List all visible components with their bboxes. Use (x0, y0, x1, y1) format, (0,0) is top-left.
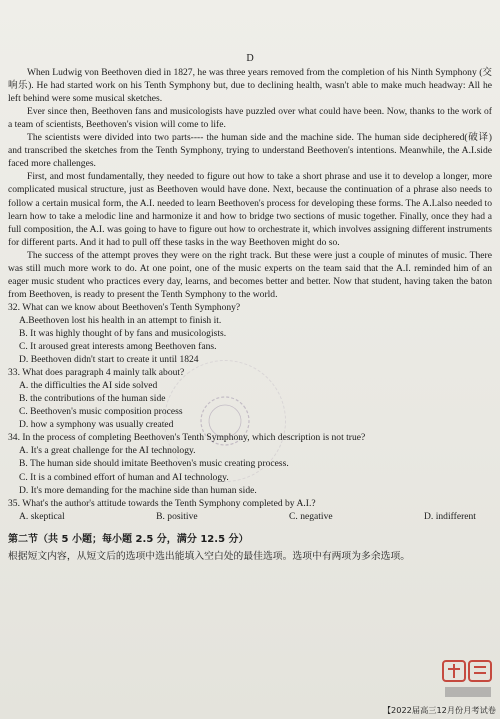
option-b[interactable]: B. It was highly thought of by fans and musicologists. (19, 327, 227, 339)
question-stem: 33. What does paragraph 4 mainly talk about? (8, 367, 185, 379)
option-d[interactable]: D. how a symphony was usually created (19, 419, 174, 431)
option-a[interactable]: A. skeptical (19, 510, 65, 522)
paragraph-5: The success of the attempt proves they were on the right track. But these were just a couple of minutes of music. There was still much more work to do. At one point, one of the music experts on the team said that the A.I. reminded him of an eager music student who practices every day, learns, and becomes better and better. Now that student, having taken the baton from Beethoven, is ready to present the Tenth Symphony to the world. (8, 249, 492, 300)
option-c[interactable]: C. negative (289, 510, 333, 522)
section-2-title: 第二节（共 5 小题；每小题 2.5 分，满分 12.5 分） (8, 533, 249, 545)
question-stem: 35. What's the author's attitude towards the Tenth Symphony completed by A.I.? (8, 497, 316, 509)
option-row (8, 510, 492, 523)
question-32 (8, 301, 492, 366)
option-a[interactable]: A. It's a great challenge for the AI technology. (19, 445, 196, 457)
option-d[interactable]: D. It's more demanding for the machine side than human side. (19, 484, 257, 496)
paragraph-2: Ever since then, Beethoven fans and musicologists have puzzled over what could have been. Now, thanks to the work of a team of scientists, Beethoven's vision will come to life. (8, 106, 492, 131)
stamp-ring-icon (183, 379, 267, 463)
option-b[interactable]: B. positive (156, 510, 198, 522)
option-a[interactable]: A. the difficulties the AI side solved (19, 380, 158, 392)
page-footer: 【2022届高三12月份月考试卷 (382, 705, 496, 715)
option-d[interactable]: D. Beethoven didn't start to create it until 1824 (19, 354, 199, 366)
reading-passage (8, 52, 492, 563)
paragraph-3: The scientists were divided into two parts---- the human side and the machine side. The human side deciphered(破译) and transcribed the sketches from the Tenth Symphony, trying to understand Beethoven's intentions. Meanwhile, the A.I.side faced more challenges. (8, 132, 492, 170)
section-2-instruction: 根据短文内容，从短文后的选项中选出能填入空白处的最佳选项。选项中有两项为多余选项。 (8, 550, 411, 562)
passage-letter: D (246, 53, 254, 64)
option-a[interactable]: A.Beethoven lost his health in an attempt to finish it. (19, 314, 222, 326)
option-b[interactable]: B. the contributions of the human side (19, 393, 166, 405)
option-c[interactable]: C. It is a combined effort of human and AI technology. (19, 471, 229, 483)
paragraph-4: First, and most fundamentally, they needed to figure out how to take a short phrase and use it to develop a longer, more complicated musical structure, just as Beethoven would have done. Next, because the continuation of a phrase also needs to follow a certain musical form, the A.I. needed to learn Beethoven's process for developing these forms. The A.I.also needed to learn how to take a melodic line and harmonize it and how to bridge two sections of music together. Finally, once they had a full composition, the A.I. was going to have to figure out how to orchestrate it, which involves assigning different instruments for different parts. And it had to pull off these tasks in the way Beethoven might do so. (8, 171, 492, 248)
site-logo-watermark-icon (439, 657, 497, 709)
option-c[interactable]: C. Beethoven's music composition process (19, 406, 183, 418)
paragraph-1: When Ludwig von Beethoven died in 1827, he was three years removed from the completion of his Ninth Symphony (交响乐). He had started work on his Tenth Symphony but, due to declining health, wasn't able to make much headway: All he left behind were some musical sketches. (8, 67, 492, 105)
question-stem: 32. What can we know about Beethoven's Tenth Symphony? (8, 301, 241, 313)
option-c[interactable]: C. It aroused great interests among Beethoven fans. (19, 341, 217, 353)
option-b[interactable]: B. The human side should imitate Beethoven's music creating process. (19, 458, 289, 470)
question-35 (8, 497, 492, 523)
question-stem: 34. In the process of completing Beethoven's Tenth Symphony, which description is not true? (8, 432, 366, 444)
option-d[interactable]: D. indifferent (424, 510, 476, 522)
spacer (8, 523, 492, 533)
